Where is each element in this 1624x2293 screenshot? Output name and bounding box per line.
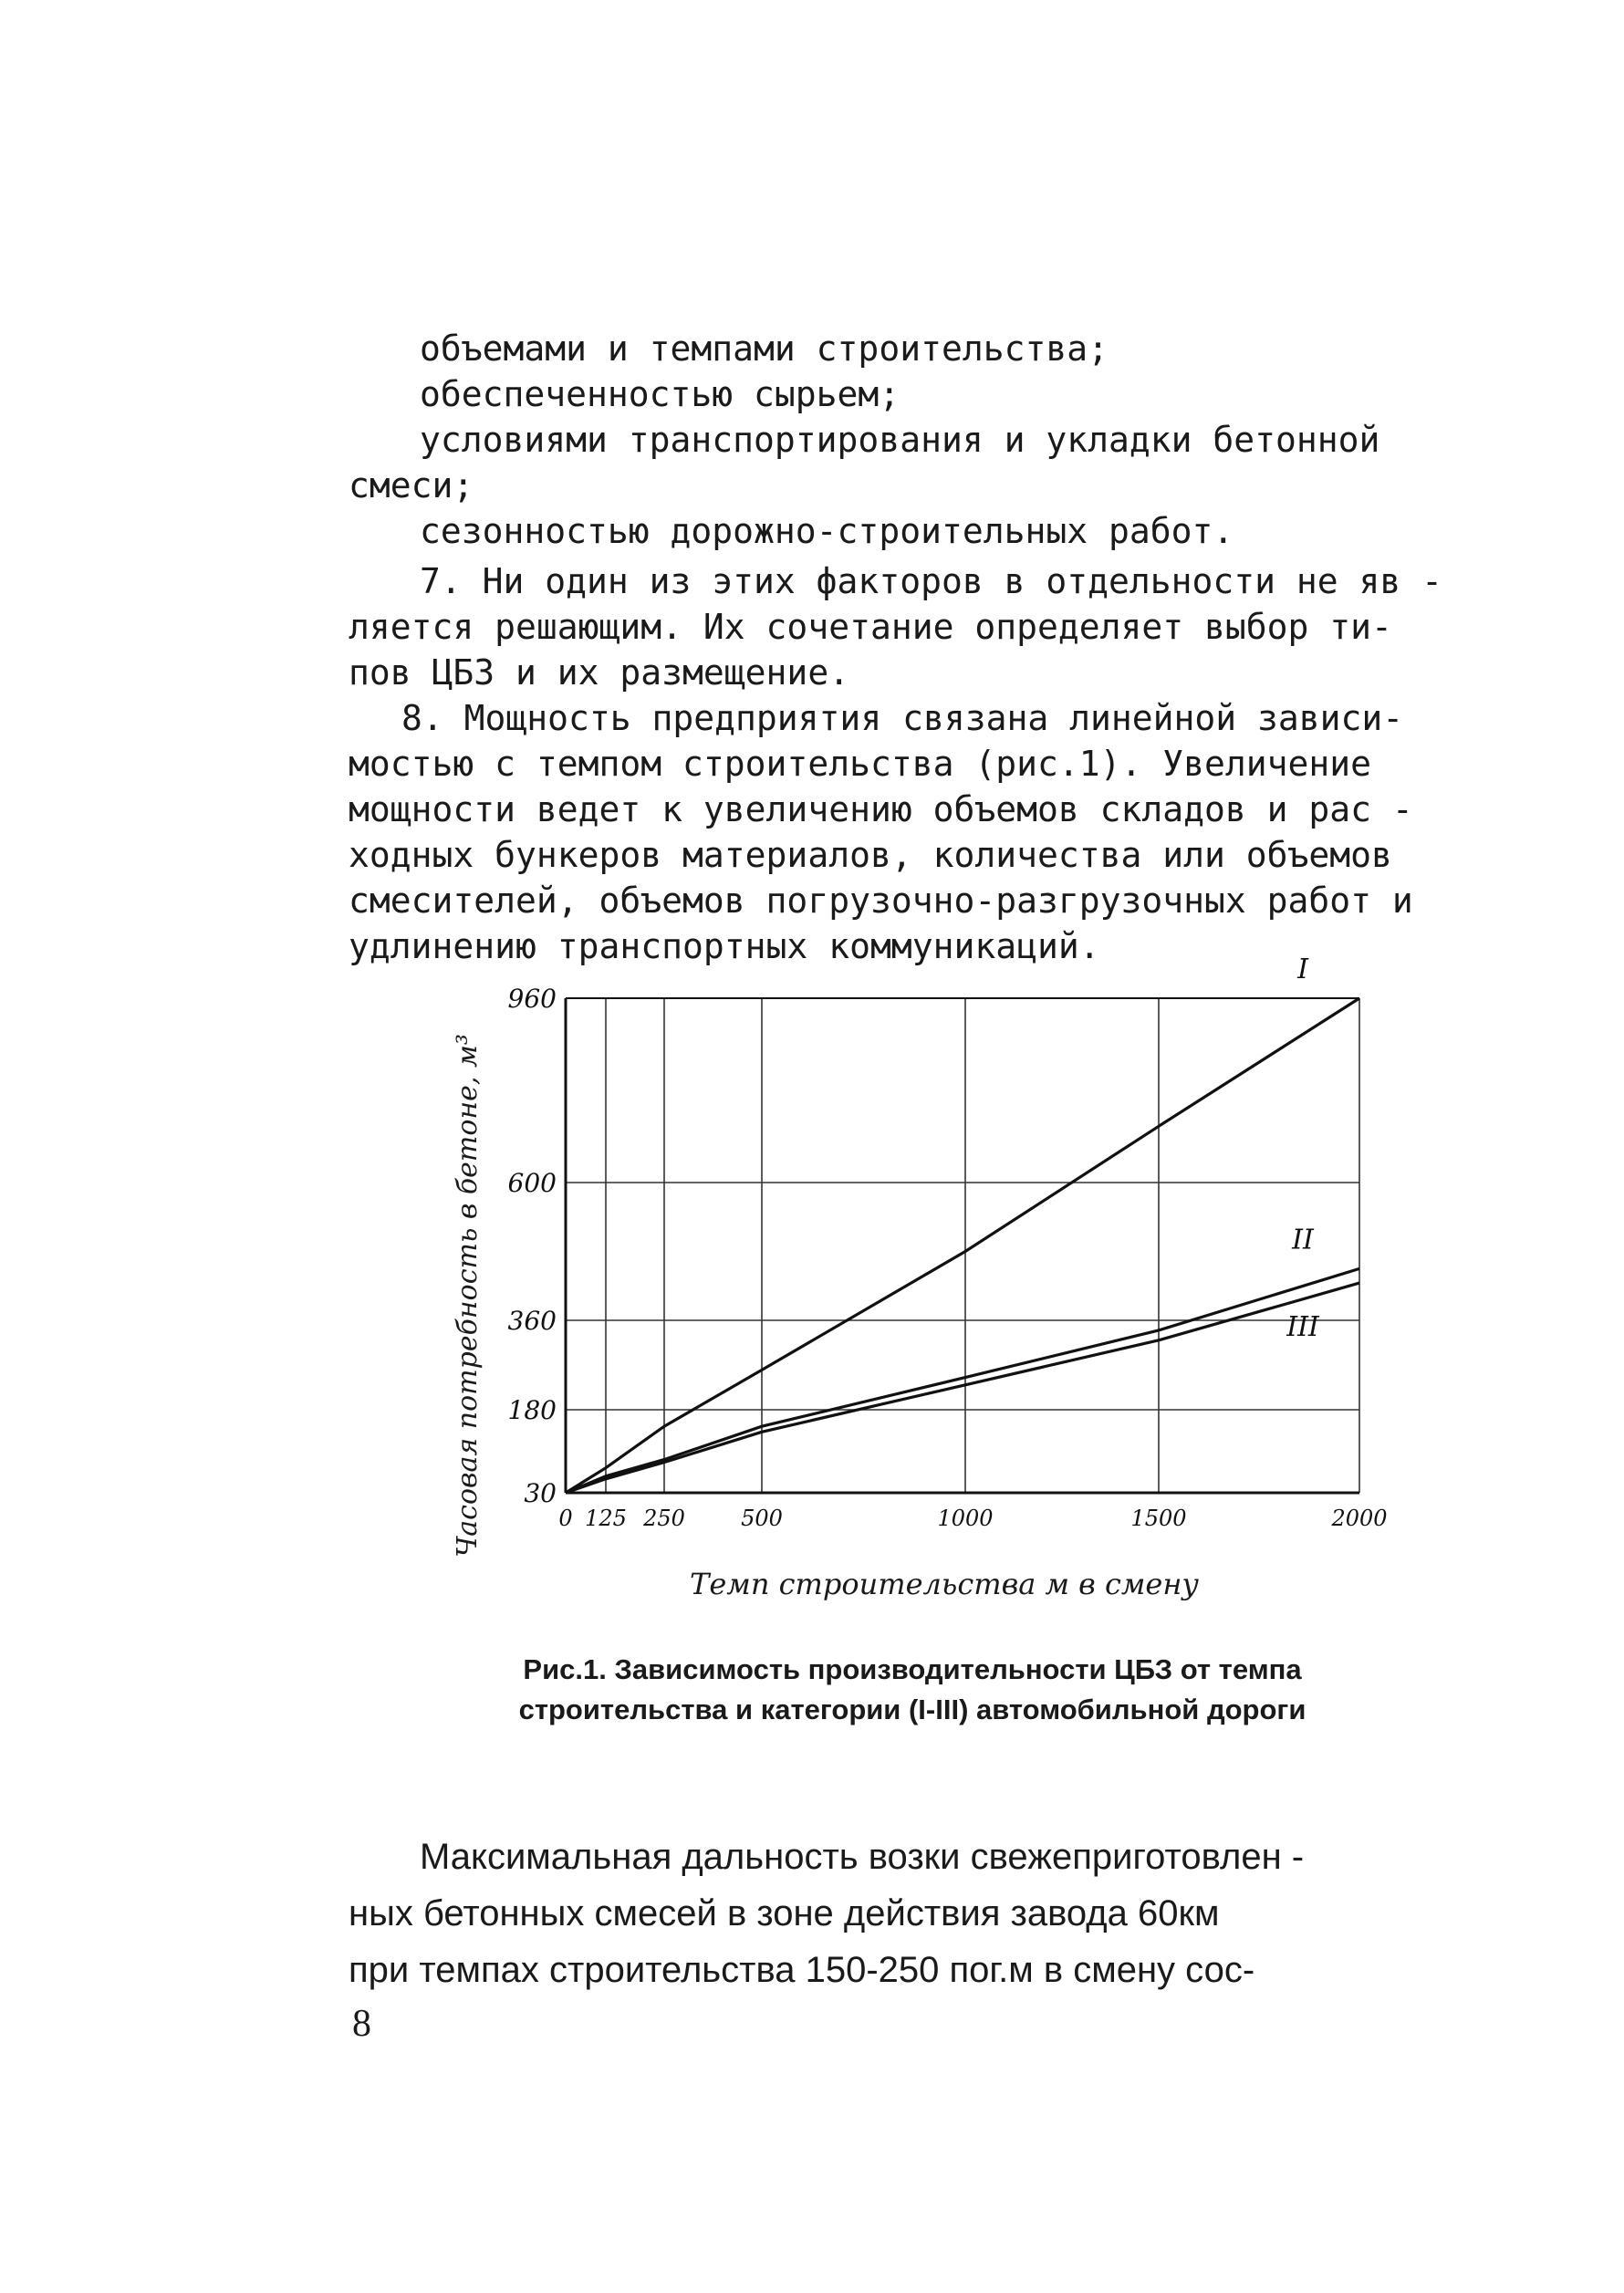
y-tick-label: 960 xyxy=(507,984,557,1014)
text-line: объемами и темпами строительства; xyxy=(420,328,1109,369)
text-line: удлинению транспортных коммуникаций. xyxy=(349,926,1100,966)
x-tick-label: 1000 xyxy=(937,1506,994,1531)
text-line: смесителей, объемов погрузочно-разгрузочных работ и xyxy=(349,881,1413,921)
chart-y-axis-label: Часовая потребность в бетоне, м³ xyxy=(452,1034,484,1558)
text-line: 7. Ни один из этих факторов в отдельности не яв - xyxy=(420,561,1443,601)
text-line: пов ЦБЗ и их размещение. xyxy=(349,652,850,693)
y-tick-label: 360 xyxy=(507,1306,557,1336)
text-line: сезонностью дорожно-строительных работ. xyxy=(420,511,1234,551)
chart-axes xyxy=(566,998,1359,1493)
text-line: мощности ведет к увеличению объемов складов и рас - xyxy=(349,789,1413,829)
y-tick-label: 600 xyxy=(507,1168,557,1198)
text-line: Максимальная дальность возки свежеприготовлен - xyxy=(420,1837,1305,1877)
x-tick-label: 250 xyxy=(643,1506,685,1531)
x-tick-label: 0 xyxy=(558,1506,573,1531)
figure-caption: Рис.1. Зависимость производительности ЦБЗ от темпа строительства и категории (I-III) автомобильной дороги xyxy=(518,1653,1306,1725)
series-line-II xyxy=(566,1268,1359,1493)
series-line-III xyxy=(566,1283,1359,1493)
x-tick-label: 2000 xyxy=(1331,1506,1388,1531)
chart-x-axis-label: Темп строительства м в смену xyxy=(690,1567,1199,1601)
text-line: ных бетонных смесей в зоне действия завода 60км xyxy=(349,1893,1220,1933)
x-tick-label: 1500 xyxy=(1130,1506,1187,1531)
text-line: обеспеченностью сырьем; xyxy=(420,374,900,414)
x-tick-label: 500 xyxy=(741,1506,783,1531)
series-label: I xyxy=(1297,954,1308,985)
text-line: ходных бункеров материалов, количества или объемов xyxy=(349,835,1392,875)
text-line: при темпах строительства 150-250 пог.м в смену сос- xyxy=(349,1950,1255,1990)
text-line: условиями транспортирования и укладки бетонной xyxy=(420,420,1380,460)
chart xyxy=(429,954,1396,1642)
chart-grid xyxy=(566,998,1359,1493)
text-line: смеси; xyxy=(349,465,474,506)
series-label: II xyxy=(1292,1224,1314,1256)
y-tick-label: 30 xyxy=(524,1478,557,1508)
page-number: 8 xyxy=(352,2003,371,2045)
series-line-I xyxy=(566,998,1359,1493)
chart-series xyxy=(566,998,1359,1493)
text-line: ляется решающим. Их сочетание определяет выбор ти- xyxy=(349,607,1392,647)
text-line: 8. Мощность предприятия связана линейной зависи- xyxy=(401,698,1404,738)
x-tick-label: 125 xyxy=(585,1506,627,1531)
y-tick-label: 180 xyxy=(507,1395,557,1425)
text-line: мостью с темпом строительства (рис.1). Увеличение xyxy=(349,744,1372,784)
series-label: III xyxy=(1286,1311,1319,1344)
